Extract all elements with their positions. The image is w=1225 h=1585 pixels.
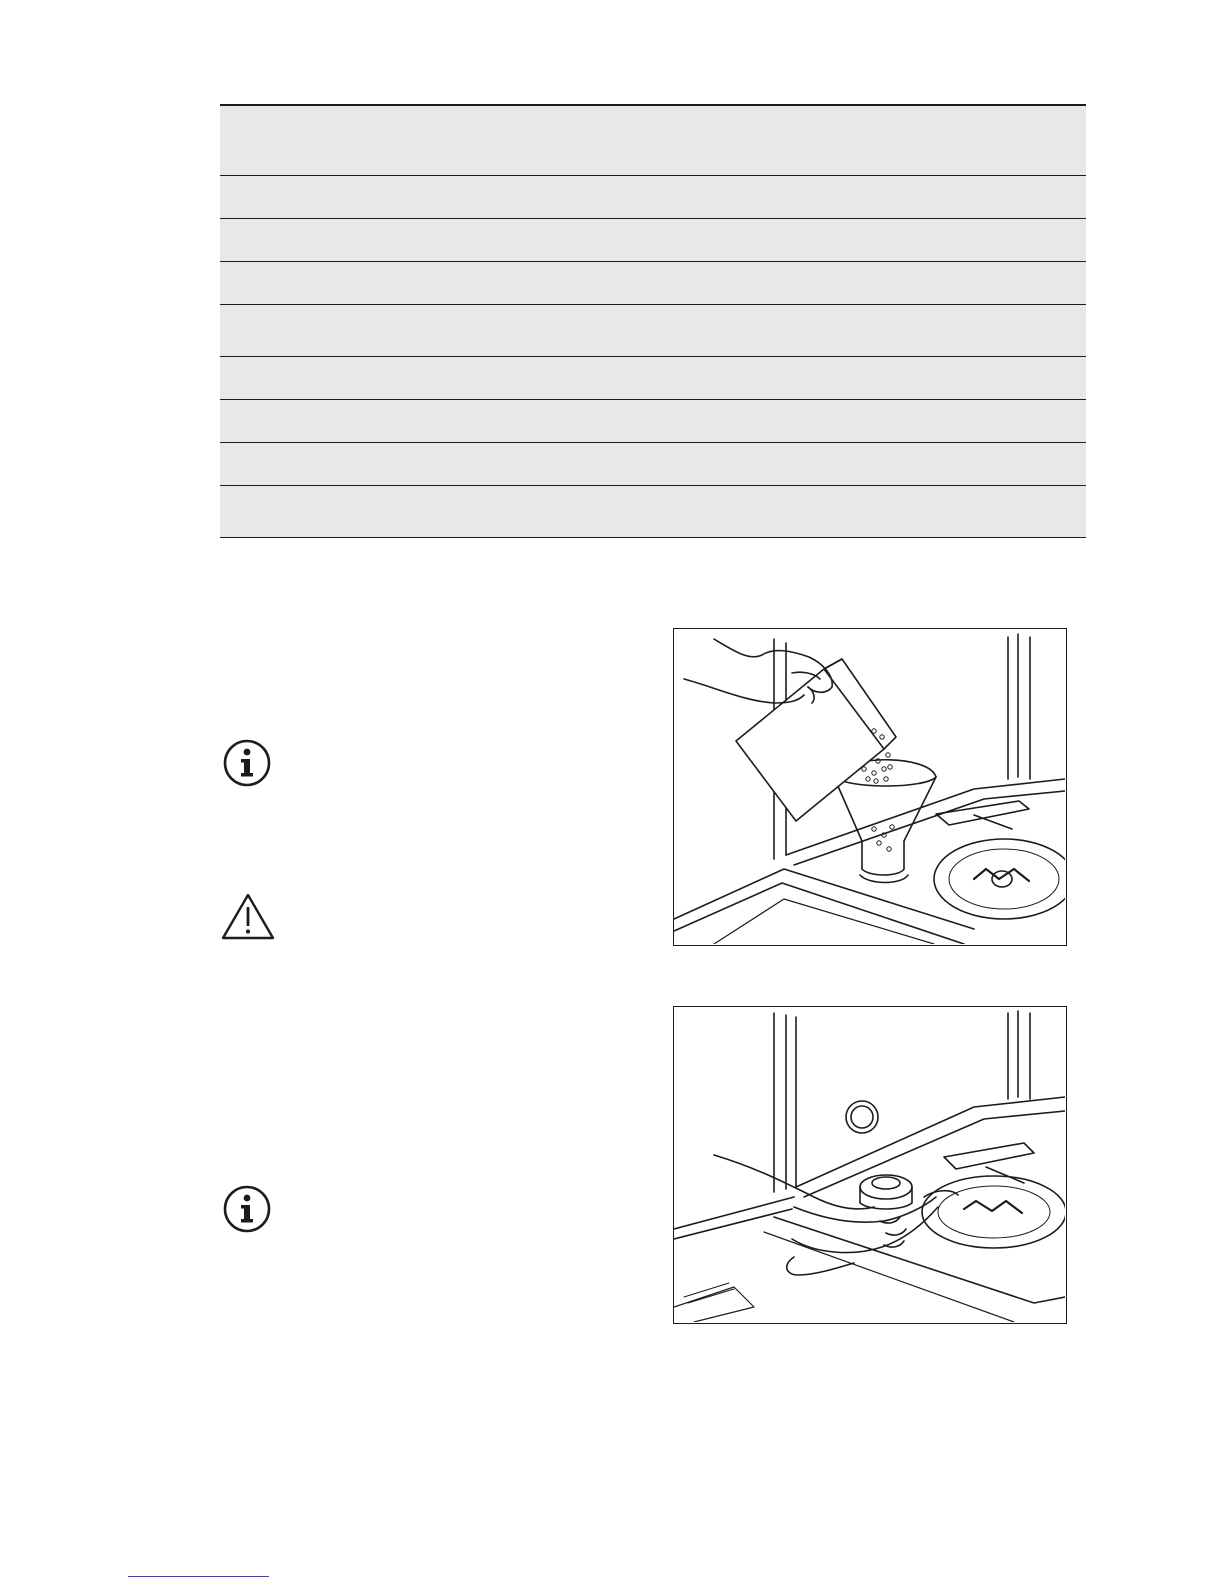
table-row xyxy=(220,305,1086,357)
salt-refill-illustration xyxy=(673,628,1067,946)
data-table xyxy=(220,104,1086,538)
table-row xyxy=(220,106,1086,176)
table-row xyxy=(220,262,1086,305)
table-row xyxy=(220,486,1086,538)
table-row xyxy=(220,443,1086,486)
table-row xyxy=(220,219,1086,262)
footer-link-underline xyxy=(128,1576,269,1577)
info-icon xyxy=(222,738,272,788)
table-row xyxy=(220,176,1086,219)
warning-icon xyxy=(220,892,276,942)
filter-cleaning-illustration xyxy=(673,1006,1067,1324)
table-row xyxy=(220,400,1086,443)
table-row xyxy=(220,357,1086,400)
info-icon xyxy=(222,1184,272,1234)
